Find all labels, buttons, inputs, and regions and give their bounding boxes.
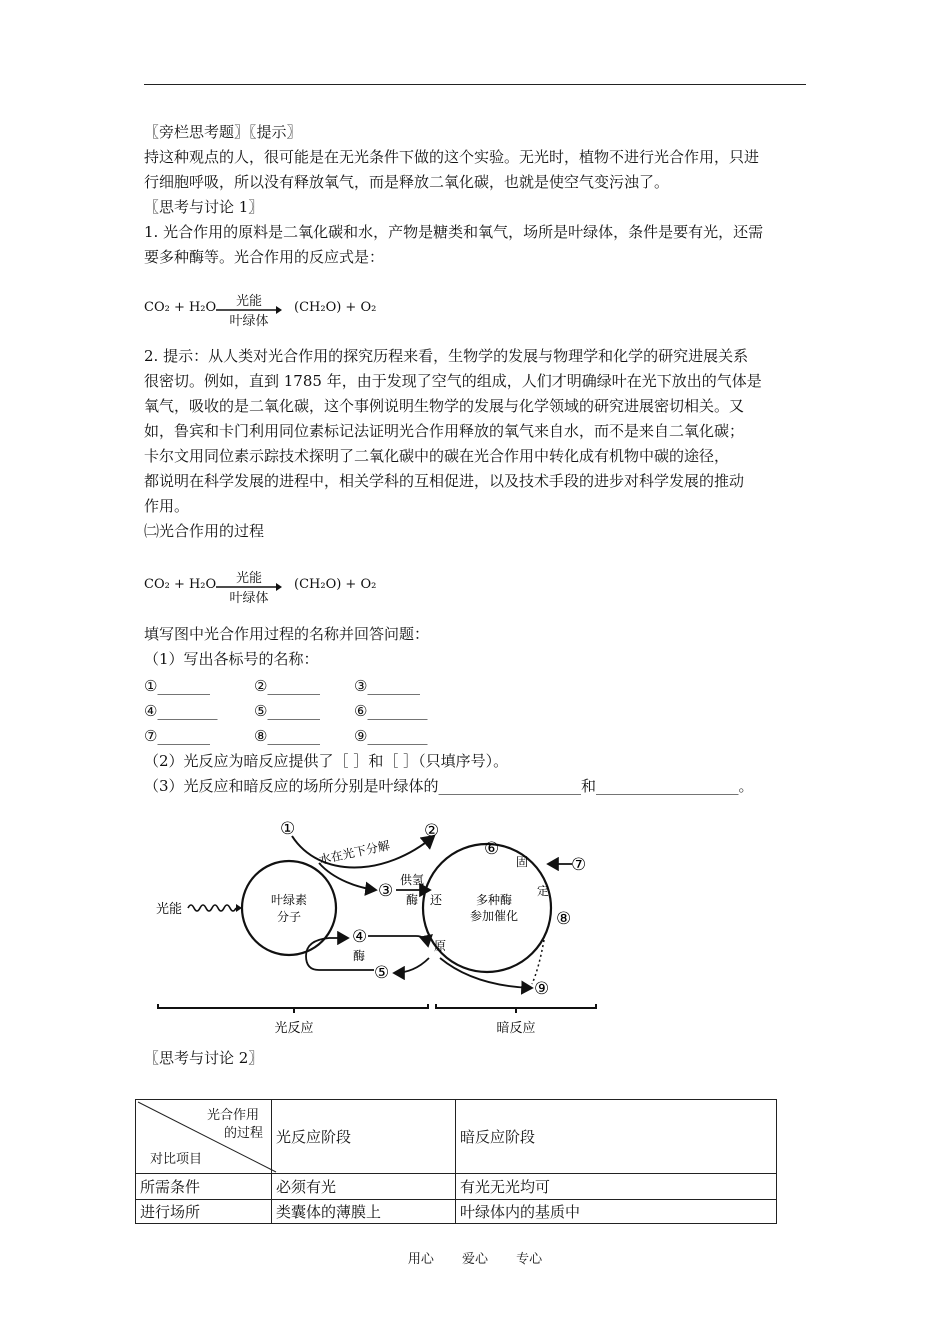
equation-condition-chloroplast: 叶绿体 bbox=[229, 314, 269, 329]
photosynthesis-equation-1 bbox=[144, 290, 444, 330]
marker-3: ③ bbox=[378, 881, 394, 901]
chlorophyll-label-2: 分子 bbox=[276, 910, 302, 924]
light-reaction-label: 光反应 bbox=[274, 1021, 314, 1036]
light-energy-label: 光能 bbox=[156, 902, 183, 917]
light-reaction-brace bbox=[158, 1004, 428, 1008]
marker-5: ⑤ bbox=[374, 963, 390, 983]
section-heading-process: ㈡光合作用的过程 bbox=[144, 522, 265, 540]
equation-products: (CH₂O) + O₂ bbox=[294, 300, 377, 315]
paragraph-line: 2. 提示：从人类对光合作用的探究历程来看，生物学的发展与物理学和化学的研究进展关系 bbox=[144, 347, 749, 365]
blank-6[interactable]: ⑥________ bbox=[354, 702, 428, 720]
question-2-text[interactable]: （2）光反应为暗反应提供了［ ］和［ ］（只填序号）。 bbox=[144, 752, 509, 770]
discussion-2-heading: 〖思考与讨论 2〗 bbox=[144, 1049, 264, 1067]
footer-item: 用心 bbox=[407, 1252, 434, 1267]
table-corner-cell bbox=[136, 1100, 272, 1174]
header-rule bbox=[144, 84, 806, 85]
table-cell: 必须有光 bbox=[272, 1174, 456, 1200]
fixation-label-2: 定 bbox=[537, 884, 550, 898]
question-intro: 填写图中光合作用过程的名称并回答问题： bbox=[144, 625, 430, 643]
blank-5[interactable]: ⑤_______ bbox=[254, 702, 320, 720]
paragraph-line: 行细胞呼吸，所以没有释放氧气，而是释放二氧化碳，也就是使空气变污浊了。 bbox=[144, 173, 670, 191]
corner-label-top: 光合作用 bbox=[206, 1108, 259, 1123]
marker-1: ① bbox=[280, 819, 296, 839]
paragraph-line: 卡尔文用同位素示踪技术探明了二氧化碳中的碳在光合作用中转化成有机物中碳的途径， bbox=[144, 447, 730, 465]
table-cell: 有光无光均可 bbox=[456, 1174, 777, 1200]
table-row bbox=[136, 1200, 777, 1224]
equation-condition-chloroplast: 叶绿体 bbox=[229, 591, 269, 606]
equation-reactants: CO₂ + H₂O bbox=[144, 300, 217, 315]
enzyme-label-bottom: 酶 bbox=[353, 949, 366, 963]
equation-reactants: CO₂ + H₂O bbox=[144, 577, 217, 592]
marker-7: ⑦ bbox=[571, 855, 587, 875]
equation-arrow bbox=[216, 567, 282, 607]
chlorophyll-circle bbox=[242, 861, 336, 955]
equation-arrow bbox=[216, 290, 282, 330]
equation-condition-light: 光能 bbox=[235, 571, 262, 586]
blank-7[interactable]: ⑦_______ bbox=[144, 727, 210, 745]
blank-4[interactable]: ④________ bbox=[144, 702, 218, 720]
question-3-text[interactable]: （3）光反应和暗反应的场所分别是叶绿体的___________________和___________________。 bbox=[144, 777, 754, 795]
blank-2[interactable]: ②_______ bbox=[254, 677, 320, 695]
chlorophyll-label-1: 叶绿素 bbox=[270, 893, 308, 907]
discussion-2-block bbox=[144, 1046, 806, 1071]
equation-products: (CH₂O) + O₂ bbox=[294, 577, 377, 592]
table-header-light: 光反应阶段 bbox=[272, 1100, 456, 1174]
corner-label-bottom: 对比项目 bbox=[150, 1152, 203, 1167]
side-column-question-heading: 〖旁栏思考题〗〖提示〗 bbox=[144, 123, 302, 141]
reduction-label-2: 原 bbox=[434, 939, 447, 953]
enzymes-label-1: 多种酶 bbox=[475, 893, 513, 907]
paragraph-line: 要多种酶等。光合作用的反应式是： bbox=[144, 248, 385, 266]
atp-arrow bbox=[368, 936, 428, 946]
comparison-table bbox=[135, 1099, 777, 1224]
paragraph-line: 作用。 bbox=[144, 497, 190, 515]
table-cell: 类囊体的薄膜上 bbox=[272, 1200, 456, 1224]
equation-condition-light: 光能 bbox=[235, 294, 262, 309]
to-5-arrow bbox=[394, 958, 429, 973]
corner-label-mid: 的过程 bbox=[223, 1126, 263, 1141]
marker-6: ⑥ bbox=[484, 839, 500, 859]
marker-8: ⑧ bbox=[556, 909, 572, 929]
reduction-label-1: 还 bbox=[430, 893, 443, 907]
marker-2: ② bbox=[424, 821, 440, 841]
blank-8[interactable]: ⑧_______ bbox=[254, 727, 320, 745]
question-intro-block bbox=[144, 622, 806, 672]
supply-hydrogen-label: 供氢 bbox=[400, 873, 425, 887]
blank-1[interactable]: ①_______ bbox=[144, 677, 210, 695]
dark-reaction-label: 暗反应 bbox=[496, 1021, 536, 1036]
marker-9: ⑨ bbox=[534, 979, 550, 999]
table-cell: 叶绿体内的基质中 bbox=[456, 1200, 777, 1224]
middle-text-block bbox=[144, 344, 806, 544]
dark-reaction-brace bbox=[436, 1004, 596, 1008]
paragraph-line: 如，鲁宾和卡门利用同位素标记法证明光合作用释放的氧气来自水，而不是来自二氧化碳； bbox=[144, 422, 745, 440]
enzyme-label-top: 酶 bbox=[406, 893, 419, 907]
footer-item: 专心 bbox=[516, 1252, 543, 1267]
marker-4: ④ bbox=[352, 927, 368, 947]
blank-3[interactable]: ③_______ bbox=[354, 677, 420, 695]
paragraph-line: 很密切。例如，直到 1785 年，由于发现了空气的组成，人们才明确绿叶在光下放出的气体是 bbox=[144, 372, 762, 390]
table-cell: 进行场所 bbox=[136, 1200, 272, 1224]
photosynthesis-equation-2 bbox=[144, 567, 444, 607]
paragraph-line: 都说明在科学发展的进程中，相关学科的互相促进，以及技术手段的进步对科学发展的推动 bbox=[144, 472, 745, 490]
paragraph-line: 氧气，吸收的是二氧化碳，这个事例说明生物学的发展与化学领域的研究进展密切相关。又 bbox=[144, 397, 745, 415]
enzymes-label-2: 参加催化 bbox=[469, 909, 519, 923]
table-header-row bbox=[136, 1100, 777, 1174]
paragraph-line: 持这种观点的人，很可能是在无光条件下做的这个实验。无光时，植物不进行光合作用，只进 bbox=[144, 148, 760, 166]
blank-9[interactable]: ⑨________ bbox=[354, 727, 428, 745]
top-text-block bbox=[144, 120, 806, 270]
light-wave bbox=[188, 905, 236, 911]
photosynthesis-diagram bbox=[144, 808, 604, 1040]
discussion-1-heading: 〖思考与讨论 1〗 bbox=[144, 198, 264, 216]
table-header-dark: 暗反应阶段 bbox=[456, 1100, 777, 1174]
paragraph-line: 1. 光合作用的原料是二氧化碳和水，产物是糖类和氧气，场所是叶绿体，条件是要有光，还需 bbox=[144, 223, 764, 241]
fixation-label-1: 固 bbox=[516, 855, 529, 869]
footer-item: 爱心 bbox=[461, 1252, 488, 1267]
table-cell: 所需条件 bbox=[136, 1174, 272, 1200]
question-1-label: （1）写出各标号的名称： bbox=[144, 650, 319, 668]
water-split-label: 水在光下分解 bbox=[317, 838, 392, 867]
page-footer bbox=[0, 1248, 950, 1267]
table-row bbox=[136, 1174, 777, 1200]
